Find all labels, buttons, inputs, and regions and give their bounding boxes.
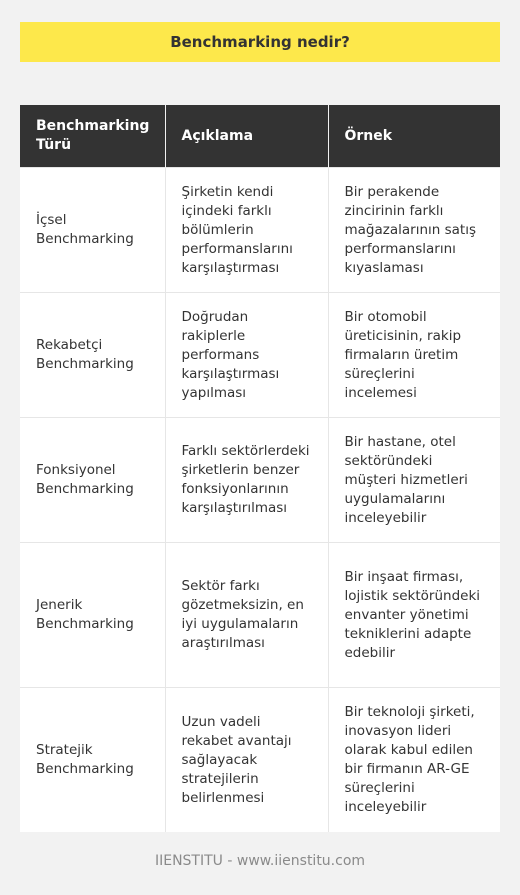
cell-example: Bir teknoloji şirketi, inovasyon lideri olarak kabul edilen bir firmanın AR-GE süreçlerini inceleyebilir [328,688,500,833]
cell-description: Farklı sektörlerdeki şirketlerin benzer fonksiyonlarının karşılaştırılması [165,418,328,543]
cell-description: Uzun vadeli rekabet avantajı sağlayacak stratejilerin belirlenmesi [165,688,328,833]
cell-description: Şirketin kendi içindeki farklı bölümlerin performanslarını karşılaştırması [165,168,328,293]
table-row [20,168,500,293]
cell-type: Stratejik Benchmarking [20,688,165,833]
cell-example: Bir hastane, otel sektöründeki müşteri hizmetleri uygulamalarını inceleyebilir [328,418,500,543]
header-type: Benchmarking Türü [20,105,165,168]
page-title-text: Benchmarking nedir? [170,33,350,51]
table-row [20,418,500,543]
header-description: Açıklama [165,105,328,168]
benchmarking-table [20,105,500,832]
cell-type: Rekabetçi Benchmarking [20,293,165,418]
cell-example: Bir perakende zincirinin farklı mağazalarının satış performanslarını kıyaslaması [328,168,500,293]
table-row [20,688,500,833]
cell-example: Bir otomobil üreticisinin, rakip firmaların üretim süreçlerini incelemesi [328,293,500,418]
cell-type: Jenerik Benchmarking [20,543,165,688]
cell-example: Bir inşaat firması, lojistik sektöründeki envanter yönetimi tekniklerini adapte edebilir [328,543,500,688]
cell-description: Sektör farkı gözetmeksizin, en iyi uygulamaların araştırılması [165,543,328,688]
page-title [20,22,500,62]
header-example: Örnek [328,105,500,168]
cell-type: İçsel Benchmarking [20,168,165,293]
cell-type: Fonksiyonel Benchmarking [20,418,165,543]
table-row [20,293,500,418]
footer-credit: IIENSTITU - www.iienstitu.com [154,853,366,869]
table-header-row [20,105,500,168]
table-row [20,543,500,688]
cell-description: Doğrudan rakiplerle performans karşılaştırması yapılması [165,293,328,418]
